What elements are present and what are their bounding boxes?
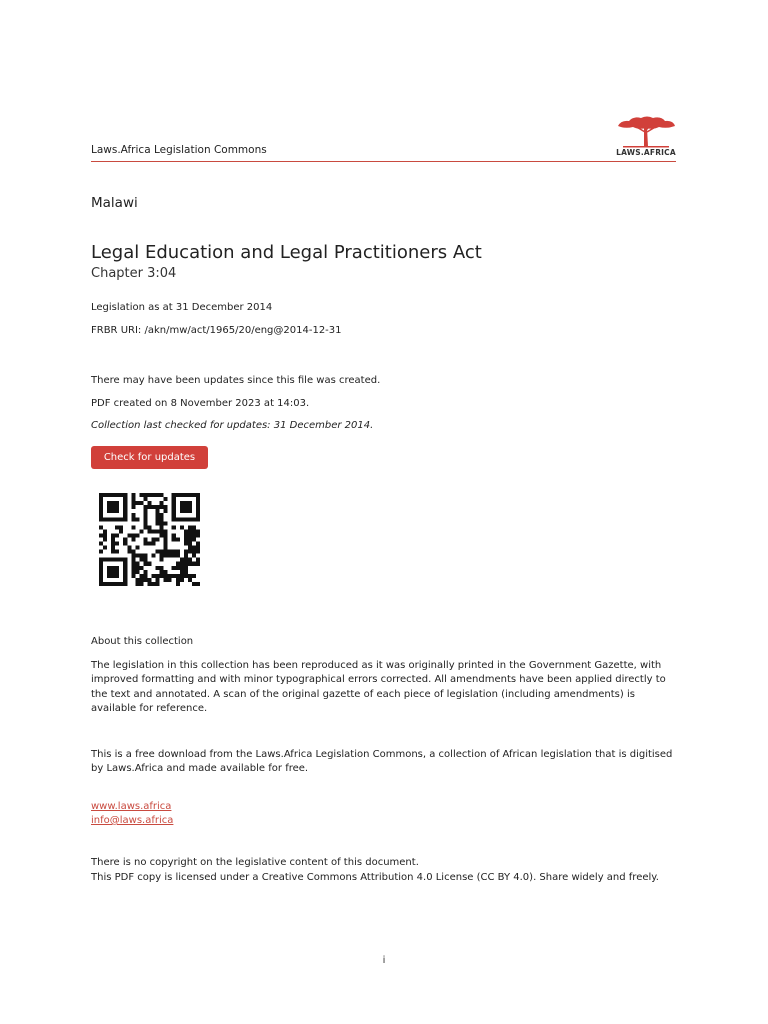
act-chapter: Chapter 3:04 bbox=[91, 266, 177, 281]
about-body: The legislation in this collection has been reproduced as it was originally printed in the Government Gazette, with improved formatting and with minor typographical errors corrected. All amendments have been applied directly to the text and annotated. A scan of the original gazette of each piece of legislation (including amendments) is available for reference. bbox=[91, 660, 666, 714]
website-link[interactable]: www.laws.africa bbox=[91, 801, 172, 812]
page-number: i bbox=[382, 955, 386, 966]
email-link-wrap bbox=[91, 808, 173, 827]
header-divider bbox=[91, 161, 676, 162]
logo-text: LAWS.AFRICA bbox=[616, 148, 676, 157]
laws-africa-logo[interactable] bbox=[613, 114, 679, 160]
frbr-uri: FRBR URI: /akn/mw/act/1965/20/eng@2014-12-31 bbox=[91, 325, 342, 336]
email-link[interactable]: info@laws.africa bbox=[91, 815, 174, 826]
acacia-tree-icon bbox=[613, 114, 679, 148]
copyright-line-2: This PDF copy is licensed under a Creative Commons Attribution 4.0 License (CC BY 4.0). Share widely and freely. bbox=[91, 872, 659, 883]
qr-code-icon[interactable] bbox=[99, 493, 200, 586]
country-name: Malawi bbox=[91, 195, 138, 211]
last-checked: Collection last checked for updates: 31 December 2014. bbox=[91, 420, 374, 431]
pdf-created: PDF created on 8 November 2023 at 14:03. bbox=[91, 398, 310, 409]
act-title: Legal Education and Legal Practitioners Act bbox=[91, 242, 482, 263]
check-for-updates-button[interactable]: Check for updates bbox=[91, 446, 208, 469]
about-heading: About this collection bbox=[91, 636, 194, 647]
legislation-date: Legislation as at 31 December 2014 bbox=[91, 302, 273, 313]
free-download-text: This is a free download from the Laws.Africa Legislation Commons, a collection of African legislation that is digitised by Laws.Africa and made available for free. bbox=[91, 749, 673, 775]
copyright-line-1: There is no copyright on the legislative content of this document. bbox=[91, 857, 419, 868]
header-title: Laws.Africa Legislation Commons bbox=[91, 144, 267, 156]
updates-notice: There may have been updates since this file was created. bbox=[91, 375, 381, 386]
